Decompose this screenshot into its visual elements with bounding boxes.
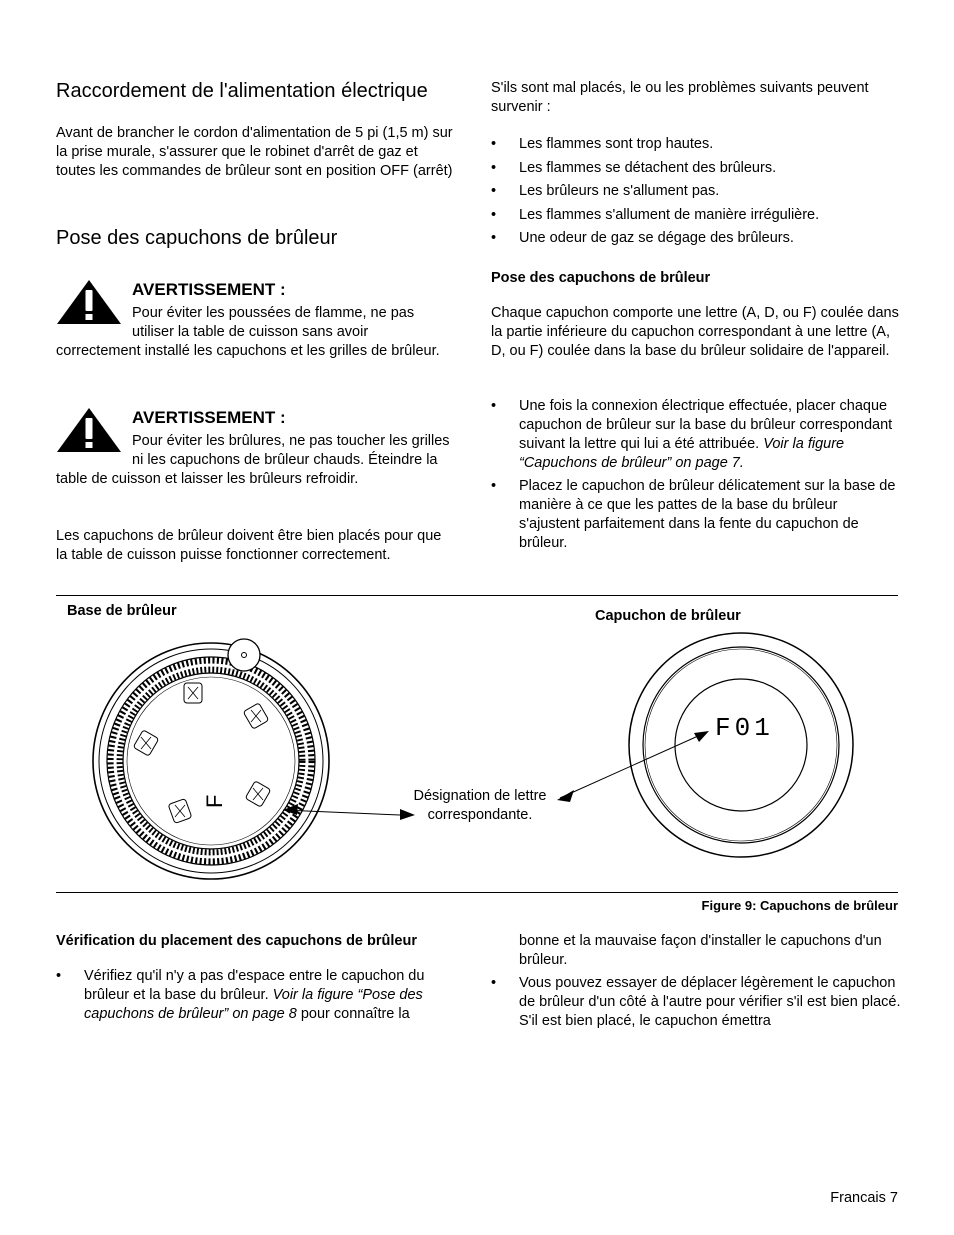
para-problems-intro: S'ils sont mal placés, le ou les problèmes suivants peuvent survenir : xyxy=(491,80,869,115)
list-item: • Une odeur de gaz se dégage des brûleurs. xyxy=(491,229,901,248)
steps-list xyxy=(491,397,901,553)
warning-2-text: Pour éviter les brûlures, ne pas toucher les grilles ni les capuchons de brûleur chauds. Éteindre la table de cuisson et laisser les brûleurs refroidir. xyxy=(56,433,450,487)
list-item: • Les flammes sont trop hautes. xyxy=(491,135,901,154)
verify-item-1-ref-link[interactable]: Voir la figure “Pose des capuchons de brûleur” on page 8 xyxy=(84,987,423,1022)
callout-line-1: Désignation de lettre xyxy=(413,788,547,804)
para-electrical: Avant de brancher le cordon d'alimentation de 5 pi (1,5 m) sur la prise murale, s'assurer que le robinet d'arrêt de gaz et toutes les commandes de brûleur sont en position OFF (arrêt) xyxy=(56,125,453,179)
para-caps-letters: Chaque capuchon comporte une lettre (A, D, ou F) coulée dans la partie inférieure du capuchon correspondant à une lettre (A, D, ou F) coulée dans la base du brûleur solidaire de l'appareil. xyxy=(491,305,899,359)
list-item: • Les brûleurs ne s'allument pas. xyxy=(491,182,901,201)
page-number: Francais 7 xyxy=(830,1190,898,1206)
subheading-caps: Pose des capuchons de brûleur xyxy=(491,270,711,286)
callout-letter-designation xyxy=(400,787,560,825)
burner-base-drawing xyxy=(93,639,329,879)
base-letter: F xyxy=(202,794,227,808)
burner-cap-drawing xyxy=(629,633,853,857)
para-caps-placement: Les capuchons de brûleur doivent être bien placés pour que la table de cuisson puisse fonctionner correctement. xyxy=(56,528,442,563)
warning-triangle-icon xyxy=(56,279,122,325)
callout-line-2: correspondante. xyxy=(427,807,533,823)
warning-block-2 xyxy=(56,407,451,489)
verify-item-1-continued: bonne et la mauvaise façon d'installer le capuchons d'un brûleur. xyxy=(519,933,882,968)
list-item: • Vous pouvez essayer de déplacer légèrement le capuchon de brûleur d'un côté à l'autre pour vérifier s'il est bien placé. S'il est bien placé, le capuchon émettra xyxy=(491,974,901,1031)
warning-block-1 xyxy=(56,279,451,361)
verify-item-1-text: Vérifiez qu'il n'y a pas d'espace entre le capuchon du brûleur et la base du brûleur. xyxy=(84,968,425,1003)
list-item: • Placez le capuchon de brûleur délicatement sur la base de manière à ce que les pattes de la base du brûleur s'ajustent parfaitement dans la fente du capuchon de brûleur. xyxy=(491,477,901,553)
heading-electrical: Raccordement de l'alimentation électrique xyxy=(56,80,428,102)
cap-marking: F01 xyxy=(715,713,774,743)
heading-verification: Vérification du placement des capuchons de brûleur xyxy=(56,933,417,949)
label-burner-cap: Capuchon de brûleur xyxy=(595,608,741,624)
verification-list-left xyxy=(56,967,456,1024)
label-burner-base: Base de brûleur xyxy=(67,603,177,619)
warning-1-title: AVERTISSEMENT : xyxy=(132,280,286,299)
figure-caption: Figure 9: Capuchons de brûleur xyxy=(701,898,898,913)
list-item: • Les flammes s'allument de manière irrégulière. xyxy=(491,206,901,225)
step-1-ref-link[interactable]: Voir la figure “Capuchons de brûleur” on page 7. xyxy=(519,436,845,471)
verify-item-1-text-2: pour connaître la xyxy=(300,1006,410,1022)
heading-burner-caps: Pose des capuchons de brûleur xyxy=(56,227,338,249)
verification-list-right xyxy=(491,974,901,1031)
burner-figure xyxy=(56,596,898,892)
list-item: • Les flammes se détachent des brûleurs. xyxy=(491,159,901,178)
step-1-text: Une fois la connexion électrique effectuée, placer chaque capuchon de brûleur sur la base du brûleur correspondant suivant la lettre qui lui a été attribuée. xyxy=(519,398,893,452)
problems-list xyxy=(491,135,901,248)
list-item xyxy=(491,397,901,473)
list-item xyxy=(56,967,456,1024)
warning-1-text: Pour éviter les poussées de flamme, ne pas utiliser la table de cuisson sans avoir correctement installé les capuchons et les grilles de brûleur. xyxy=(56,305,440,359)
warning-triangle-icon xyxy=(56,407,122,453)
warning-2-title: AVERTISSEMENT : xyxy=(132,408,286,427)
figure-bottom-rule xyxy=(56,892,898,893)
